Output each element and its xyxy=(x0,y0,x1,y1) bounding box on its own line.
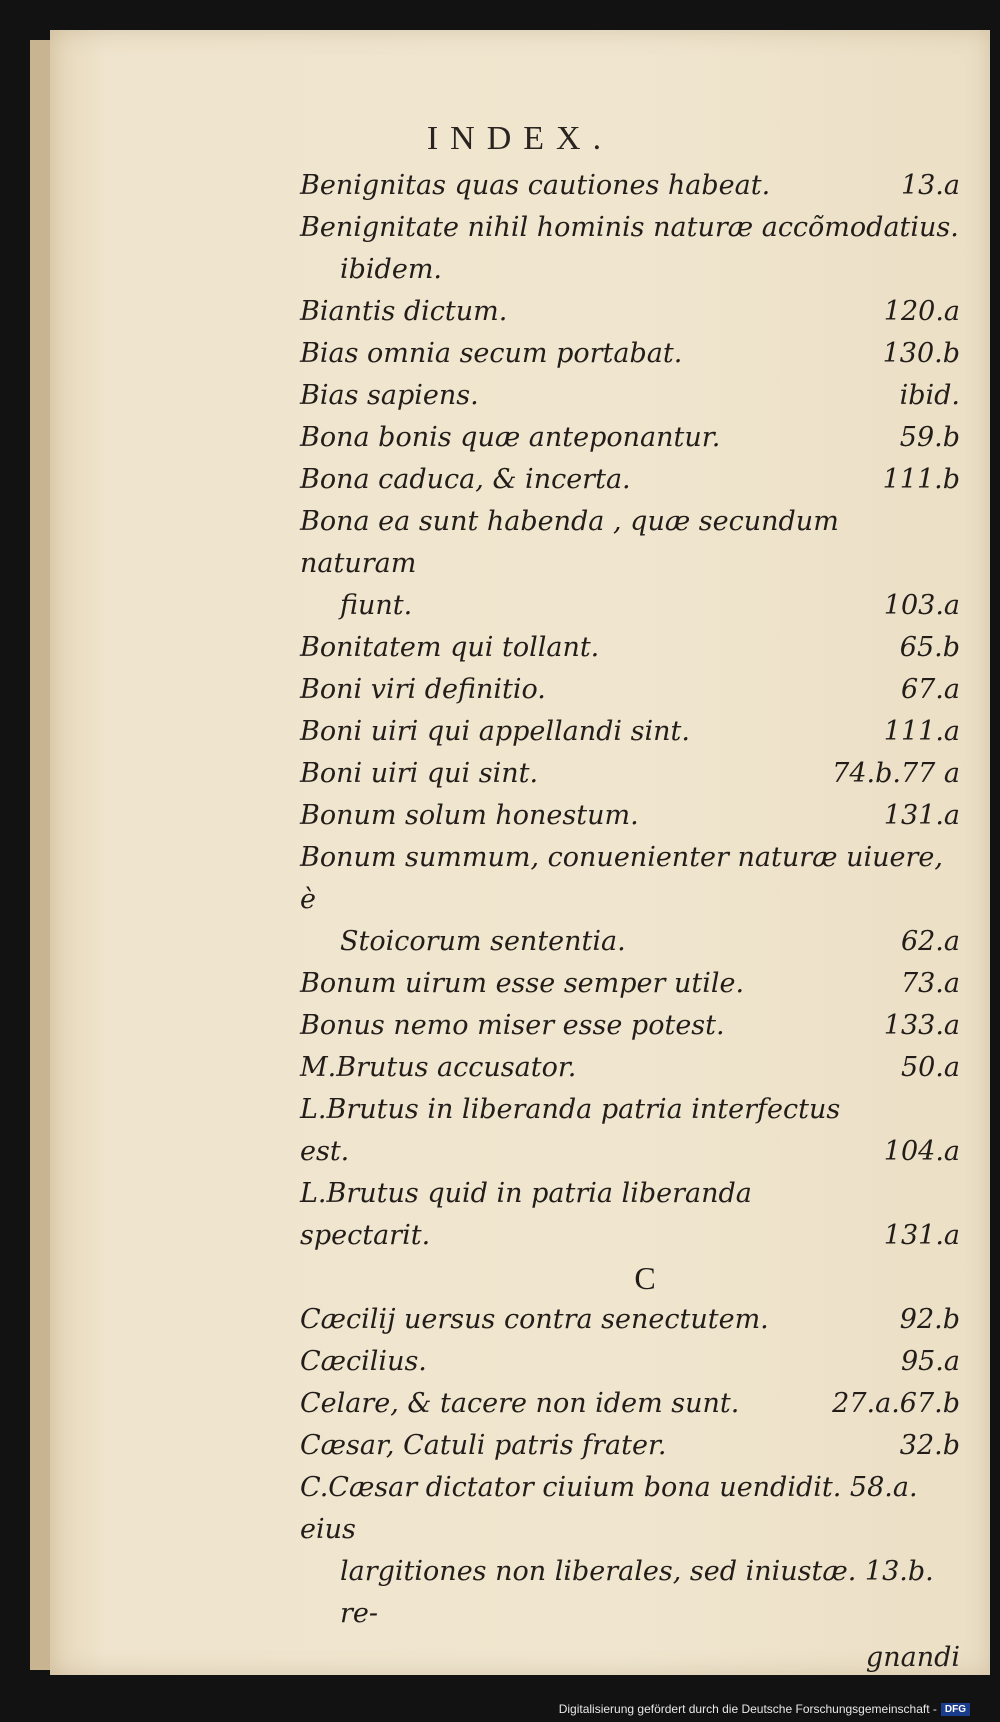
index-entry xyxy=(300,417,960,459)
index-entry xyxy=(300,165,960,207)
letter-heading: C xyxy=(634,1260,656,1296)
entry-ref: 62.a xyxy=(900,926,960,957)
entry-term: Cæcilij uersus contra senectutem. xyxy=(300,1304,769,1335)
catchword: gnandi xyxy=(865,1642,960,1673)
entry-term: Bona bonis quæ anteponantur. xyxy=(300,422,721,453)
entry-continuation: fiunt. xyxy=(340,590,413,621)
page-edge xyxy=(30,40,52,1670)
index-entry xyxy=(300,459,960,501)
entry-term: L.Brutus in liberanda patria interfectus est. xyxy=(300,1094,841,1167)
entry-continuation: ibidem. xyxy=(340,254,443,285)
entry-term: Bonitatem qui tollant. xyxy=(300,632,600,663)
index-entry xyxy=(300,1089,960,1173)
entry-ref: 111.b xyxy=(882,464,960,495)
entry-continuation: largitiones non liberales, sed iniustæ. 13.b. re- xyxy=(340,1556,934,1629)
index-entry xyxy=(300,1383,960,1425)
index-entry xyxy=(300,1005,960,1047)
entry-term: Benignitate nihil hominis naturæ accõmodatius. xyxy=(300,212,959,243)
entry-term: L.Brutus quid in patria liberanda spectarit. xyxy=(300,1178,752,1251)
entry-term: C.Cæsar dictator ciuium bona uendidit. 58.a. eius xyxy=(300,1472,918,1545)
index-entry xyxy=(300,1173,960,1257)
entry-term: Cæcilius. xyxy=(300,1346,427,1377)
entry-ref: 59.b xyxy=(899,422,960,453)
entry-term: Bona caduca, & incerta. xyxy=(300,464,631,495)
entry-ref: 95.a xyxy=(900,1346,960,1377)
index-entry xyxy=(300,1425,960,1467)
entry-ref: 32.b xyxy=(899,1430,960,1461)
index-entry xyxy=(300,333,960,375)
index-entry xyxy=(300,627,960,669)
index-entry xyxy=(300,1299,960,1341)
entry-term: Benignitas quas cautiones habeat. xyxy=(300,170,771,201)
entry-ref: 73.a xyxy=(900,968,960,999)
running-head: INDEX. xyxy=(426,120,614,157)
entry-ref: 130.b xyxy=(882,338,960,369)
entry-term: Celare, & tacere non idem sunt. xyxy=(300,1388,740,1419)
entry-term: Bonum uirum esse semper utile. xyxy=(300,968,745,999)
entry-ref: 13.a xyxy=(900,170,960,201)
entry-term: Bona ea sunt habenda , quæ secundum naturam xyxy=(300,506,839,579)
dfg-logo: DFG xyxy=(941,1703,970,1716)
entry-ref: 27.a.67.b xyxy=(832,1388,960,1419)
entry-term: Bonum solum honestum. xyxy=(300,800,639,831)
entry-term: Biantis dictum. xyxy=(300,296,508,327)
index-list xyxy=(300,165,960,1679)
index-entry xyxy=(300,1341,960,1383)
entry-term: Bias sapiens. xyxy=(300,380,479,411)
entry-term: Cæsar, Catuli patris frater. xyxy=(300,1430,667,1461)
entry-term: M.Brutus accusator. xyxy=(300,1052,577,1083)
index-entry xyxy=(300,963,960,1005)
index-entry xyxy=(300,1467,960,1635)
entry-term: Boni uiri qui sint. xyxy=(300,758,539,789)
entry-ref: 67.a xyxy=(900,674,960,705)
entry-ref: 131.a xyxy=(883,1220,960,1251)
entry-continuation: Stoicorum sententia. xyxy=(340,926,626,957)
entry-ref: 131.a xyxy=(883,800,960,831)
entry-ref: 74.b.77 a xyxy=(832,758,960,789)
index-entry xyxy=(300,753,960,795)
index-entry xyxy=(300,375,960,417)
entry-ref: 120.a xyxy=(883,296,960,327)
entry-ref: 133.a xyxy=(883,1010,960,1041)
entry-term: Bonus nemo miser esse potest. xyxy=(300,1010,725,1041)
index-entry xyxy=(300,711,960,753)
entry-ref: 50.a xyxy=(900,1052,960,1083)
entry-term: Boni viri definitio. xyxy=(300,674,546,705)
entry-ref: 111.a xyxy=(883,716,960,747)
index-entry xyxy=(300,1047,960,1089)
footer-text: Digitalisierung gefördert durch die Deutsche Forschungsgemeinschaft - xyxy=(558,1702,937,1716)
entry-ref: 103.a xyxy=(883,590,960,621)
index-entry xyxy=(300,207,960,291)
entry-ref: 104.a xyxy=(883,1136,960,1167)
digitization-footer xyxy=(559,1702,970,1716)
index-entry xyxy=(300,837,960,963)
entry-ref: 65.b xyxy=(899,632,960,663)
index-entry xyxy=(300,291,960,333)
index-entry xyxy=(300,501,960,627)
index-entry xyxy=(300,795,960,837)
index-entry xyxy=(300,669,960,711)
entry-term: Boni uiri qui appellandi sint. xyxy=(300,716,690,747)
entry-ref: ibid. xyxy=(899,380,960,411)
entry-term: Bias omnia secum portabat. xyxy=(300,338,683,369)
entry-ref: 92.b xyxy=(899,1304,960,1335)
entry-term: Bonum summum, conuenienter naturæ uiuere, è xyxy=(300,842,943,915)
